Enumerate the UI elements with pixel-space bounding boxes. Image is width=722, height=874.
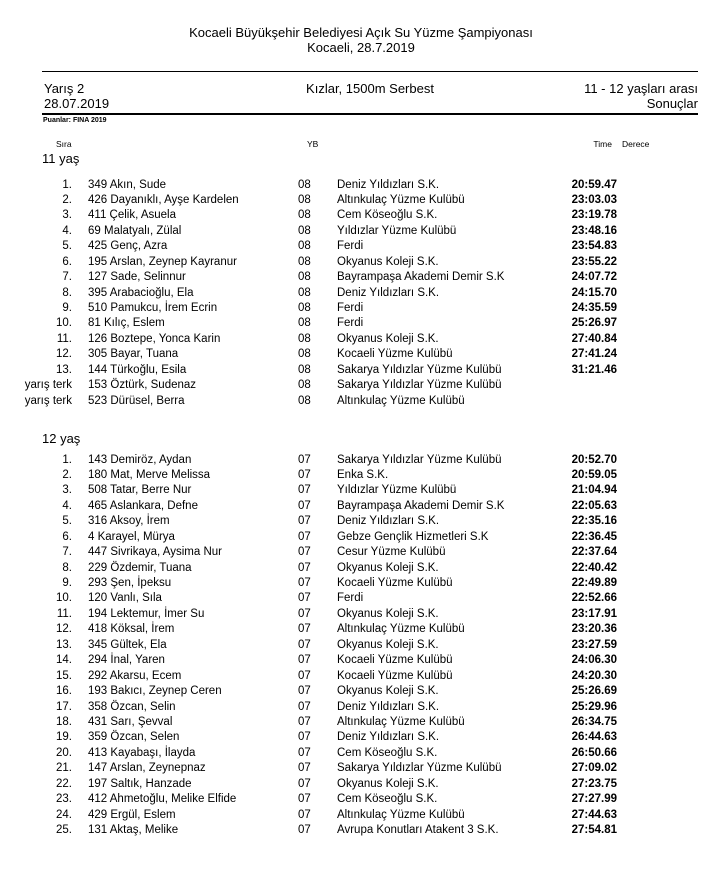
rank-cell: 16. <box>56 685 72 698</box>
time-cell: 23:20.36 <box>571 623 617 636</box>
result-row <box>0 591 722 606</box>
club-cell: Altınkulaç Yüzme Kulübü <box>337 394 465 407</box>
club-cell: Altınkulaç Yüzme Kulübü <box>337 808 465 821</box>
yb-cell: 08 <box>298 255 311 268</box>
club-cell: Cesur Yüzme Kulübü <box>337 546 446 559</box>
time-cell: 26:44.63 <box>571 731 617 744</box>
time-cell: 26:50.66 <box>571 746 617 759</box>
result-row <box>0 193 722 208</box>
result-row <box>0 178 722 193</box>
rank-cell: 6. <box>62 530 72 543</box>
rank-cell: 14. <box>56 654 72 667</box>
athlete-cell: 412 Ahmetoğlu, Melike Elfide <box>88 793 237 806</box>
club-cell: Yıldızlar Yüzme Kulübü <box>337 484 457 497</box>
yb-cell: 07 <box>298 808 311 821</box>
club-cell: Cem Köseoğlu S.K. <box>337 209 438 222</box>
yb-cell: 07 <box>298 731 311 744</box>
time-cell: 20:52.70 <box>571 453 617 466</box>
yb-cell: 07 <box>298 607 311 620</box>
rank-cell: yarış terk <box>24 379 72 392</box>
athlete-cell: 418 Köksal, İrem <box>88 623 175 636</box>
athlete-cell: 153 Öztürk, Sudenaz <box>88 379 197 392</box>
athlete-cell: 447 Sivrikaya, Aysima Nur <box>88 546 223 559</box>
result-row <box>0 239 722 254</box>
yb-cell: 07 <box>298 700 311 713</box>
rank-cell: 10. <box>56 317 72 330</box>
rank-cell: 13. <box>56 363 72 376</box>
rank-cell: 19. <box>56 731 72 744</box>
competition-title: Kocaeli Büyükşehir Belediyesi Açık Su Yüzme Şampiyonası <box>189 25 533 40</box>
result-row <box>0 286 722 301</box>
club-cell: Altınkulaç Yüzme Kulübü <box>337 623 465 636</box>
rank-cell: 1. <box>62 453 72 466</box>
athlete-cell: 69 Malatyalı, Zülal <box>88 224 182 237</box>
athlete-cell: 510 Pamukcu, İrem Ecrin <box>88 302 218 314</box>
time-cell: 24:35.59 <box>571 302 617 314</box>
yb-cell: 07 <box>298 484 311 497</box>
yb-cell: 08 <box>298 193 311 206</box>
club-cell: Kocaeli Yüzme Kulübü <box>337 348 453 361</box>
rank-cell: 11. <box>56 332 72 345</box>
club-cell: Deniz Yıldızları S.K. <box>337 178 440 191</box>
yb-cell: 08 <box>298 379 311 392</box>
time-cell: 24:07.72 <box>571 271 617 284</box>
time-cell: 27:27.99 <box>571 793 617 806</box>
athlete-cell: 131 Aktaş, Melike <box>88 824 179 836</box>
athlete-cell: 345 Gültek, Ela <box>88 638 167 651</box>
result-row <box>0 530 722 545</box>
athlete-cell: 465 Aslankara, Defne <box>88 499 198 512</box>
yb-cell: 08 <box>298 302 311 314</box>
yb-cell: 08 <box>298 317 311 330</box>
result-row <box>0 808 722 823</box>
yb-cell: 07 <box>298 515 311 528</box>
athlete-cell: 413 Kayabaşı, İlayda <box>88 746 196 759</box>
time-cell: 22:35.16 <box>571 515 617 528</box>
time-cell: 25:26.69 <box>571 685 617 698</box>
rank-cell: 8. <box>62 286 72 299</box>
athlete-cell: 127 Sade, Selinnur <box>88 271 186 284</box>
yb-cell: 07 <box>298 654 311 667</box>
club-cell: Sakarya Yıldızlar Yüzme Kulübü <box>337 379 502 392</box>
result-row <box>0 545 722 560</box>
time-cell: 20:59.47 <box>571 178 617 191</box>
rank-cell: 3. <box>62 484 72 497</box>
yb-cell: 07 <box>298 669 311 682</box>
event-name: Kızlar, 1500m Serbest <box>306 81 434 96</box>
athlete-cell: 195 Arslan, Zeynep Kayranur <box>88 255 237 268</box>
results-label: Sonuçlar <box>646 96 698 111</box>
rank-cell: 21. <box>56 762 72 775</box>
club-cell: Okyanus Koleji S.K. <box>337 561 439 574</box>
athlete-cell: 81 Kılıç, Eslem <box>88 317 165 330</box>
yb-cell: 08 <box>298 224 311 237</box>
time-cell: 22:05.63 <box>571 499 617 512</box>
club-cell: Bayrampaşa Akademi Demir S.K <box>337 271 505 284</box>
athlete-cell: 395 Arabacioğlu, Ela <box>88 286 194 299</box>
result-row <box>0 378 722 393</box>
result-row <box>0 730 722 745</box>
athlete-cell: 4 Karayel, Mürya <box>88 530 175 543</box>
athlete-cell: 294 İnal, Yaren <box>88 654 165 667</box>
yb-cell: 07 <box>298 685 311 698</box>
rank-cell: 18. <box>56 715 72 728</box>
club-cell: Enka S.K. <box>337 468 389 481</box>
club-cell: Avrupa Konutları Atakent 3 S.K. <box>337 824 499 836</box>
yb-cell: 08 <box>298 240 311 253</box>
result-row <box>0 453 722 468</box>
result-row <box>0 607 722 622</box>
athlete-cell: 431 Sarı, Şevval <box>88 715 173 728</box>
yb-cell: 08 <box>298 348 311 361</box>
time-cell: 25:29.96 <box>571 700 617 713</box>
club-cell: Deniz Yıldızları S.K. <box>337 731 440 744</box>
column-header-yb: YB <box>307 139 319 149</box>
result-row <box>0 332 722 347</box>
athlete-cell: 292 Akarsu, Ecem <box>88 669 182 682</box>
club-cell: Okyanus Koleji S.K. <box>337 777 439 790</box>
result-row <box>0 576 722 591</box>
rank-cell: 25. <box>56 824 72 836</box>
club-cell: Sakarya Yıldızlar Yüzme Kulübü <box>337 363 502 376</box>
document-title <box>0 25 722 55</box>
athlete-cell: 197 Saltık, Hanzade <box>88 777 192 790</box>
yb-cell: 07 <box>298 715 311 728</box>
result-row <box>0 483 722 498</box>
result-row <box>0 316 722 331</box>
rank-cell: 2. <box>62 193 72 206</box>
result-row <box>0 746 722 761</box>
header-divider <box>42 113 698 115</box>
rank-cell: 10. <box>56 592 72 605</box>
rank-cell: 2. <box>62 468 72 481</box>
rank-cell: 4. <box>62 224 72 237</box>
time-cell: 23:27.59 <box>571 638 617 651</box>
result-row <box>0 622 722 637</box>
yb-cell: 07 <box>298 592 311 605</box>
club-cell: Okyanus Koleji S.K. <box>337 685 439 698</box>
athlete-cell: 147 Arslan, Zeynepnaz <box>88 762 206 775</box>
rank-cell: 23. <box>56 793 72 806</box>
result-row <box>0 777 722 792</box>
time-cell: 20:59.05 <box>571 468 617 481</box>
club-cell: Okyanus Koleji S.K. <box>337 607 439 620</box>
column-header-time: Time <box>593 139 612 149</box>
time-cell: 27:40.84 <box>571 332 617 345</box>
result-row <box>0 208 722 223</box>
yb-cell: 07 <box>298 746 311 759</box>
athlete-cell: 508 Tatar, Berre Nur <box>88 484 192 497</box>
athlete-cell: 193 Bakıcı, Zeynep Ceren <box>88 685 222 698</box>
rank-cell: 12. <box>56 623 72 636</box>
rank-cell: 9. <box>62 577 72 589</box>
result-row <box>0 823 722 838</box>
athlete-cell: 411 Çelik, Asuela <box>88 209 177 222</box>
athlete-cell: 305 Bayar, Tuana <box>88 348 179 361</box>
yb-cell: 08 <box>298 271 311 284</box>
rank-cell: 6. <box>62 255 72 268</box>
result-row <box>0 224 722 239</box>
time-cell: 24:06.30 <box>571 654 617 667</box>
rank-cell: 4. <box>62 499 72 512</box>
yb-cell: 07 <box>298 546 311 559</box>
rank-cell: 11. <box>56 607 72 620</box>
result-row <box>0 499 722 514</box>
time-cell: 23:48.16 <box>571 224 617 237</box>
time-cell: 31:21.46 <box>571 363 617 376</box>
athlete-cell: 126 Boztepe, Yonca Karin <box>88 332 221 345</box>
time-cell: 23:55.22 <box>571 255 617 268</box>
athlete-cell: 358 Özcan, Selin <box>88 700 176 713</box>
athlete-cell: 426 Dayanıklı, Ayşe Kardelen <box>88 193 239 206</box>
event-info-bar <box>42 81 698 113</box>
club-cell: Deniz Yıldızları S.K. <box>337 700 440 713</box>
yb-cell: 07 <box>298 638 311 651</box>
result-row <box>0 514 722 529</box>
club-cell: Ferdi <box>337 240 364 253</box>
age-group: 11 - 12 yaşları arası <box>584 81 698 96</box>
club-cell: Cem Köseoğlu S.K. <box>337 746 438 759</box>
yb-cell: 07 <box>298 793 311 806</box>
athlete-cell: 194 Lektemur, İmer Su <box>88 607 205 620</box>
time-cell: 27:41.24 <box>571 348 617 361</box>
club-cell: Ferdi <box>337 302 364 314</box>
time-cell: 22:36.45 <box>571 530 617 543</box>
club-cell: Gebze Gençlik Hizmetleri S.K <box>337 530 489 543</box>
club-cell: Sakarya Yıldızlar Yüzme Kulübü <box>337 453 502 466</box>
yb-cell: 07 <box>298 777 311 790</box>
yb-cell: 08 <box>298 209 311 222</box>
athlete-cell: 316 Aksoy, İrem <box>88 515 170 528</box>
club-cell: Deniz Yıldızları S.K. <box>337 286 440 299</box>
result-row <box>0 347 722 362</box>
time-cell: 23:17.91 <box>571 607 617 620</box>
club-cell: Ferdi <box>337 317 364 330</box>
athlete-cell: 229 Özdemir, Tuana <box>88 561 192 574</box>
time-cell: 21:04.94 <box>571 484 617 497</box>
yb-cell: 07 <box>298 453 311 466</box>
competition-location-date: Kocaeli, 28.7.2019 <box>307 40 415 55</box>
age-section-title: 12 yaş <box>42 431 81 446</box>
rank-cell: 8. <box>62 561 72 574</box>
column-header-derece: Derece <box>622 139 650 149</box>
time-cell: 26:34.75 <box>571 715 617 728</box>
time-cell: 24:15.70 <box>571 286 617 299</box>
result-row <box>0 653 722 668</box>
yb-cell: 08 <box>298 332 311 345</box>
time-cell: 27:09.02 <box>571 762 617 775</box>
club-cell: Sakarya Yıldızlar Yüzme Kulübü <box>337 762 502 775</box>
results-table <box>0 453 722 839</box>
athlete-cell: 523 Dürüsel, Berra <box>88 394 185 407</box>
yb-cell: 08 <box>298 286 311 299</box>
rank-cell: 1. <box>62 178 72 191</box>
time-cell: 27:54.81 <box>571 824 617 836</box>
result-row <box>0 638 722 653</box>
yb-cell: 08 <box>298 394 311 407</box>
results-table <box>0 178 722 410</box>
yb-cell: 07 <box>298 824 311 836</box>
time-cell: 23:19.78 <box>571 209 617 222</box>
club-cell: Kocaeli Yüzme Kulübü <box>337 577 453 589</box>
club-cell: Kocaeli Yüzme Kulübü <box>337 654 453 667</box>
result-row <box>0 270 722 285</box>
time-cell: 23:54.83 <box>571 240 617 253</box>
club-cell: Altınkulaç Yüzme Kulübü <box>337 193 465 206</box>
athlete-cell: 349 Akın, Sude <box>88 178 167 191</box>
time-cell: 22:49.89 <box>571 577 617 589</box>
time-cell: 22:52.66 <box>571 592 617 605</box>
yb-cell: 07 <box>298 577 311 589</box>
result-row <box>0 255 722 270</box>
points-system-note: Puanlar: FINA 2019 <box>43 117 107 124</box>
time-cell: 22:37.64 <box>571 546 617 559</box>
club-cell: Deniz Yıldızları S.K. <box>337 515 440 528</box>
club-cell: Ferdi <box>337 592 364 605</box>
result-row <box>0 301 722 316</box>
club-cell: Okyanus Koleji S.K. <box>337 332 439 345</box>
result-row <box>0 669 722 684</box>
time-cell: 27:23.75 <box>571 777 617 790</box>
result-row <box>0 761 722 776</box>
rank-cell: 9. <box>62 302 72 314</box>
rank-cell: 3. <box>62 209 72 222</box>
result-row <box>0 561 722 576</box>
result-row <box>0 363 722 378</box>
rank-cell: 24. <box>56 808 72 821</box>
club-cell: Kocaeli Yüzme Kulübü <box>337 669 453 682</box>
yb-cell: 07 <box>298 623 311 636</box>
result-row <box>0 700 722 715</box>
race-date: 28.07.2019 <box>44 96 110 111</box>
rank-cell: 13. <box>56 638 72 651</box>
club-cell: Bayrampaşa Akademi Demir S.K <box>337 499 505 512</box>
club-cell: Okyanus Koleji S.K. <box>337 638 439 651</box>
athlete-cell: 180 Mat, Merve Melissa <box>88 468 211 481</box>
top-divider <box>42 71 698 72</box>
result-row <box>0 394 722 409</box>
time-cell: 24:20.30 <box>571 669 617 682</box>
yb-cell: 07 <box>298 499 311 512</box>
athlete-cell: 120 Vanlı, Sıla <box>88 592 162 605</box>
rank-cell: 5. <box>62 515 72 528</box>
club-cell: Yıldızlar Yüzme Kulübü <box>337 224 457 237</box>
time-cell: 23:03.03 <box>571 193 617 206</box>
time-cell: 27:44.63 <box>571 808 617 821</box>
time-cell: 22:40.42 <box>571 561 617 574</box>
yb-cell: 08 <box>298 178 311 191</box>
rank-cell: 7. <box>62 271 72 284</box>
race-number: Yarış 2 <box>44 81 85 96</box>
athlete-cell: 425 Genç, Azra <box>88 240 168 253</box>
result-row <box>0 684 722 699</box>
rank-cell: 20. <box>56 746 72 759</box>
athlete-cell: 429 Ergül, Eslem <box>88 808 176 821</box>
yb-cell: 07 <box>298 468 311 481</box>
athlete-cell: 144 Türkoğlu, Esila <box>88 363 187 376</box>
athlete-cell: 359 Özcan, Selen <box>88 731 180 744</box>
rank-cell: 17. <box>56 700 72 713</box>
result-row <box>0 468 722 483</box>
column-header-rank: Sıra <box>56 139 72 149</box>
rank-cell: 15. <box>56 669 72 682</box>
yb-cell: 08 <box>298 363 311 376</box>
rank-cell: yarış terk <box>24 394 72 407</box>
time-cell: 25:26.97 <box>571 317 617 330</box>
rank-cell: 12. <box>56 348 72 361</box>
club-cell: Okyanus Koleji S.K. <box>337 255 439 268</box>
yb-cell: 07 <box>298 561 311 574</box>
rank-cell: 7. <box>62 546 72 559</box>
club-cell: Cem Köseoğlu S.K. <box>337 793 438 806</box>
club-cell: Altınkulaç Yüzme Kulübü <box>337 715 465 728</box>
yb-cell: 07 <box>298 762 311 775</box>
yb-cell: 07 <box>298 530 311 543</box>
athlete-cell: 293 Şen, İpeksu <box>88 577 172 589</box>
result-row <box>0 792 722 807</box>
athlete-cell: 143 Demiröz, Aydan <box>88 453 192 466</box>
age-section-title: 11 yaş <box>42 151 80 166</box>
rank-cell: 5. <box>62 240 72 253</box>
result-row <box>0 715 722 730</box>
rank-cell: 22. <box>56 777 72 790</box>
